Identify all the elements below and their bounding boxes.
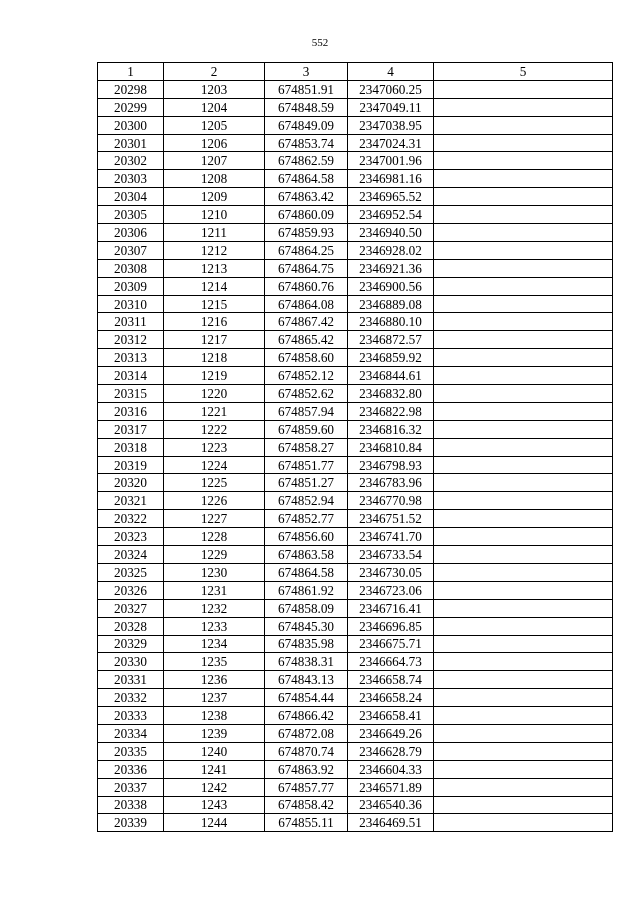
cell-row-number: 20317 — [98, 420, 164, 438]
cell-y-coordinate: 2346741.70 — [348, 528, 434, 546]
cell-y-coordinate: 2346940.50 — [348, 224, 434, 242]
table-row — [98, 742, 613, 760]
cell-note — [434, 188, 613, 206]
cell-x-coordinate: 674863.58 — [265, 546, 348, 564]
coordinates-table — [97, 62, 613, 832]
cell-x-coordinate: 674855.11 — [265, 814, 348, 832]
cell-point-number: 1235 — [164, 653, 265, 671]
cell-note — [434, 331, 613, 349]
cell-note — [434, 224, 613, 242]
cell-y-coordinate: 2346730.05 — [348, 563, 434, 581]
cell-point-number: 1206 — [164, 134, 265, 152]
cell-row-number: 20335 — [98, 742, 164, 760]
cell-point-number: 1203 — [164, 80, 265, 98]
table-row — [98, 116, 613, 134]
table-body — [98, 80, 613, 831]
cell-x-coordinate: 674864.75 — [265, 259, 348, 277]
cell-y-coordinate: 2346628.79 — [348, 742, 434, 760]
cell-y-coordinate: 2346872.57 — [348, 331, 434, 349]
cell-y-coordinate: 2346889.08 — [348, 295, 434, 313]
table-row — [98, 635, 613, 653]
cell-row-number: 20314 — [98, 367, 164, 385]
cell-x-coordinate: 674870.74 — [265, 742, 348, 760]
cell-note — [434, 206, 613, 224]
cell-y-coordinate: 2346664.73 — [348, 653, 434, 671]
cell-y-coordinate: 2346751.52 — [348, 510, 434, 528]
cell-x-coordinate: 674851.77 — [265, 456, 348, 474]
table-row — [98, 80, 613, 98]
cell-x-coordinate: 674849.09 — [265, 116, 348, 134]
cell-y-coordinate: 2346723.06 — [348, 581, 434, 599]
cell-point-number: 1222 — [164, 420, 265, 438]
cell-y-coordinate: 2346540.36 — [348, 796, 434, 814]
cell-x-coordinate: 674859.60 — [265, 420, 348, 438]
cell-note — [434, 724, 613, 742]
table-row — [98, 689, 613, 707]
cell-y-coordinate: 2346810.84 — [348, 438, 434, 456]
cell-x-coordinate: 674854.44 — [265, 689, 348, 707]
cell-y-coordinate: 2346675.71 — [348, 635, 434, 653]
cell-row-number: 20331 — [98, 671, 164, 689]
cell-y-coordinate: 2346783.96 — [348, 474, 434, 492]
cell-x-coordinate: 674865.42 — [265, 331, 348, 349]
cell-y-coordinate: 2346822.98 — [348, 402, 434, 420]
cell-row-number: 20337 — [98, 778, 164, 796]
cell-y-coordinate: 2346604.33 — [348, 760, 434, 778]
table-row — [98, 331, 613, 349]
cell-point-number: 1237 — [164, 689, 265, 707]
table-row — [98, 420, 613, 438]
table-row — [98, 456, 613, 474]
cell-y-coordinate: 2346844.61 — [348, 367, 434, 385]
cell-x-coordinate: 674858.27 — [265, 438, 348, 456]
cell-row-number: 20316 — [98, 402, 164, 420]
cell-point-number: 1236 — [164, 671, 265, 689]
cell-point-number: 1223 — [164, 438, 265, 456]
cell-row-number: 20311 — [98, 313, 164, 331]
cell-x-coordinate: 674838.31 — [265, 653, 348, 671]
cell-x-coordinate: 674872.08 — [265, 724, 348, 742]
cell-x-coordinate: 674863.92 — [265, 760, 348, 778]
cell-row-number: 20326 — [98, 581, 164, 599]
cell-row-number: 20303 — [98, 170, 164, 188]
table-row — [98, 581, 613, 599]
cell-y-coordinate: 2346716.41 — [348, 599, 434, 617]
cell-x-coordinate: 674856.60 — [265, 528, 348, 546]
cell-x-coordinate: 674862.59 — [265, 152, 348, 170]
cell-point-number: 1221 — [164, 402, 265, 420]
cell-note — [434, 689, 613, 707]
cell-x-coordinate: 674864.58 — [265, 563, 348, 581]
cell-x-coordinate: 674852.62 — [265, 385, 348, 403]
cell-point-number: 1240 — [164, 742, 265, 760]
cell-x-coordinate: 674858.60 — [265, 349, 348, 367]
table-row — [98, 814, 613, 832]
cell-row-number: 20329 — [98, 635, 164, 653]
table-row — [98, 492, 613, 510]
table-row — [98, 98, 613, 116]
cell-y-coordinate: 2346798.93 — [348, 456, 434, 474]
table-row — [98, 241, 613, 259]
cell-row-number: 20321 — [98, 492, 164, 510]
cell-x-coordinate: 674848.59 — [265, 98, 348, 116]
cell-row-number: 20332 — [98, 689, 164, 707]
cell-point-number: 1233 — [164, 617, 265, 635]
cell-point-number: 1219 — [164, 367, 265, 385]
table-row — [98, 295, 613, 313]
cell-y-coordinate: 2346880.10 — [348, 313, 434, 331]
table-row — [98, 313, 613, 331]
cell-note — [434, 510, 613, 528]
cell-note — [434, 259, 613, 277]
cell-y-coordinate: 2346658.41 — [348, 707, 434, 725]
cell-row-number: 20298 — [98, 80, 164, 98]
cell-x-coordinate: 674851.27 — [265, 474, 348, 492]
cell-y-coordinate: 2346571.89 — [348, 778, 434, 796]
cell-row-number: 20309 — [98, 277, 164, 295]
column-header-3: 3 — [265, 63, 348, 81]
cell-x-coordinate: 674861.92 — [265, 581, 348, 599]
cell-note — [434, 170, 613, 188]
cell-point-number: 1207 — [164, 152, 265, 170]
cell-note — [434, 492, 613, 510]
cell-row-number: 20324 — [98, 546, 164, 564]
cell-note — [434, 295, 613, 313]
cell-x-coordinate: 674853.74 — [265, 134, 348, 152]
cell-point-number: 1244 — [164, 814, 265, 832]
cell-x-coordinate: 674843.13 — [265, 671, 348, 689]
table-row — [98, 277, 613, 295]
cell-note — [434, 599, 613, 617]
table-row — [98, 724, 613, 742]
cell-point-number: 1212 — [164, 241, 265, 259]
cell-point-number: 1239 — [164, 724, 265, 742]
cell-row-number: 20300 — [98, 116, 164, 134]
cell-y-coordinate: 2346469.51 — [348, 814, 434, 832]
cell-note — [434, 349, 613, 367]
cell-x-coordinate: 674860.09 — [265, 206, 348, 224]
cell-x-coordinate: 674866.42 — [265, 707, 348, 725]
cell-x-coordinate: 674835.98 — [265, 635, 348, 653]
cell-point-number: 1234 — [164, 635, 265, 653]
table-row — [98, 510, 613, 528]
cell-row-number: 20307 — [98, 241, 164, 259]
cell-row-number: 20313 — [98, 349, 164, 367]
cell-y-coordinate: 2346900.56 — [348, 277, 434, 295]
table-row — [98, 707, 613, 725]
table-row — [98, 402, 613, 420]
cell-point-number: 1226 — [164, 492, 265, 510]
cell-note — [434, 116, 613, 134]
cell-note — [434, 635, 613, 653]
cell-x-coordinate: 674863.42 — [265, 188, 348, 206]
cell-x-coordinate: 674852.77 — [265, 510, 348, 528]
cell-point-number: 1208 — [164, 170, 265, 188]
cell-note — [434, 420, 613, 438]
cell-row-number: 20338 — [98, 796, 164, 814]
cell-point-number: 1228 — [164, 528, 265, 546]
cell-note — [434, 367, 613, 385]
table-row — [98, 188, 613, 206]
table-row — [98, 760, 613, 778]
cell-point-number: 1205 — [164, 116, 265, 134]
cell-note — [434, 707, 613, 725]
column-header-2: 2 — [164, 63, 265, 81]
cell-x-coordinate: 674857.77 — [265, 778, 348, 796]
cell-y-coordinate: 2347024.31 — [348, 134, 434, 152]
cell-x-coordinate: 674852.94 — [265, 492, 348, 510]
cell-x-coordinate: 674860.76 — [265, 277, 348, 295]
cell-row-number: 20334 — [98, 724, 164, 742]
cell-row-number: 20325 — [98, 563, 164, 581]
cell-point-number: 1238 — [164, 707, 265, 725]
cell-y-coordinate: 2346816.32 — [348, 420, 434, 438]
cell-y-coordinate: 2347001.96 — [348, 152, 434, 170]
cell-row-number: 20304 — [98, 188, 164, 206]
table-row — [98, 796, 613, 814]
cell-x-coordinate: 674857.94 — [265, 402, 348, 420]
table-row — [98, 152, 613, 170]
table-row — [98, 206, 613, 224]
cell-note — [434, 98, 613, 116]
cell-note — [434, 80, 613, 98]
cell-row-number: 20318 — [98, 438, 164, 456]
table-row — [98, 563, 613, 581]
cell-point-number: 1225 — [164, 474, 265, 492]
cell-note — [434, 474, 613, 492]
cell-x-coordinate: 674867.42 — [265, 313, 348, 331]
table-row — [98, 546, 613, 564]
cell-note — [434, 760, 613, 778]
cell-y-coordinate: 2346770.98 — [348, 492, 434, 510]
cell-y-coordinate: 2346658.74 — [348, 671, 434, 689]
table-row — [98, 438, 613, 456]
cell-note — [434, 581, 613, 599]
table-row — [98, 367, 613, 385]
cell-row-number: 20320 — [98, 474, 164, 492]
column-header-5: 5 — [434, 63, 613, 81]
cell-x-coordinate: 674845.30 — [265, 617, 348, 635]
table-row — [98, 653, 613, 671]
table-row — [98, 170, 613, 188]
table-row — [98, 259, 613, 277]
cell-point-number: 1213 — [164, 259, 265, 277]
cell-x-coordinate: 674864.08 — [265, 295, 348, 313]
column-header-4: 4 — [348, 63, 434, 81]
table-row — [98, 599, 613, 617]
table-row — [98, 474, 613, 492]
cell-row-number: 20299 — [98, 98, 164, 116]
cell-y-coordinate: 2347060.25 — [348, 80, 434, 98]
cell-y-coordinate: 2347049.11 — [348, 98, 434, 116]
cell-note — [434, 742, 613, 760]
cell-row-number: 20308 — [98, 259, 164, 277]
column-header-1: 1 — [98, 63, 164, 81]
cell-x-coordinate: 674851.91 — [265, 80, 348, 98]
cell-row-number: 20302 — [98, 152, 164, 170]
cell-row-number: 20322 — [98, 510, 164, 528]
cell-note — [434, 778, 613, 796]
cell-note — [434, 814, 613, 832]
cell-row-number: 20305 — [98, 206, 164, 224]
cell-x-coordinate: 674858.42 — [265, 796, 348, 814]
cell-note — [434, 563, 613, 581]
cell-row-number: 20339 — [98, 814, 164, 832]
cell-point-number: 1215 — [164, 295, 265, 313]
cell-y-coordinate: 2346658.24 — [348, 689, 434, 707]
cell-y-coordinate: 2346696.85 — [348, 617, 434, 635]
cell-note — [434, 653, 613, 671]
cell-point-number: 1217 — [164, 331, 265, 349]
cell-x-coordinate: 674864.58 — [265, 170, 348, 188]
cell-y-coordinate: 2347038.95 — [348, 116, 434, 134]
cell-note — [434, 402, 613, 420]
cell-row-number: 20336 — [98, 760, 164, 778]
cell-note — [434, 617, 613, 635]
cell-y-coordinate: 2346981.16 — [348, 170, 434, 188]
cell-y-coordinate: 2346649.26 — [348, 724, 434, 742]
cell-row-number: 20306 — [98, 224, 164, 242]
cell-point-number: 1214 — [164, 277, 265, 295]
cell-x-coordinate: 674852.12 — [265, 367, 348, 385]
cell-point-number: 1227 — [164, 510, 265, 528]
cell-row-number: 20327 — [98, 599, 164, 617]
table-row — [98, 385, 613, 403]
cell-note — [434, 671, 613, 689]
table-header-row — [98, 63, 613, 81]
cell-y-coordinate: 2346928.02 — [348, 241, 434, 259]
cell-point-number: 1241 — [164, 760, 265, 778]
page-number: 552 — [311, 37, 329, 49]
cell-y-coordinate: 2346952.54 — [348, 206, 434, 224]
cell-x-coordinate: 674864.25 — [265, 241, 348, 259]
cell-note — [434, 313, 613, 331]
cell-y-coordinate: 2346832.80 — [348, 385, 434, 403]
cell-note — [434, 277, 613, 295]
cell-point-number: 1210 — [164, 206, 265, 224]
cell-point-number: 1243 — [164, 796, 265, 814]
cell-y-coordinate: 2346921.36 — [348, 259, 434, 277]
cell-note — [434, 385, 613, 403]
table-row — [98, 617, 613, 635]
cell-point-number: 1242 — [164, 778, 265, 796]
cell-note — [434, 546, 613, 564]
cell-row-number: 20301 — [98, 134, 164, 152]
cell-point-number: 1229 — [164, 546, 265, 564]
cell-point-number: 1216 — [164, 313, 265, 331]
cell-point-number: 1231 — [164, 581, 265, 599]
cell-row-number: 20312 — [98, 331, 164, 349]
cell-row-number: 20333 — [98, 707, 164, 725]
cell-y-coordinate: 2346859.92 — [348, 349, 434, 367]
cell-note — [434, 438, 613, 456]
cell-x-coordinate: 674859.93 — [265, 224, 348, 242]
cell-point-number: 1220 — [164, 385, 265, 403]
cell-row-number: 20330 — [98, 653, 164, 671]
cell-point-number: 1224 — [164, 456, 265, 474]
table-row — [98, 349, 613, 367]
cell-note — [434, 528, 613, 546]
table-row — [98, 671, 613, 689]
table-row — [98, 528, 613, 546]
table-row — [98, 134, 613, 152]
cell-point-number: 1211 — [164, 224, 265, 242]
table-row — [98, 778, 613, 796]
cell-row-number: 20323 — [98, 528, 164, 546]
cell-point-number: 1209 — [164, 188, 265, 206]
cell-row-number: 20310 — [98, 295, 164, 313]
cell-y-coordinate: 2346733.54 — [348, 546, 434, 564]
cell-note — [434, 134, 613, 152]
cell-note — [434, 796, 613, 814]
cell-note — [434, 456, 613, 474]
cell-note — [434, 241, 613, 259]
cell-point-number: 1218 — [164, 349, 265, 367]
cell-x-coordinate: 674858.09 — [265, 599, 348, 617]
cell-row-number: 20328 — [98, 617, 164, 635]
cell-row-number: 20319 — [98, 456, 164, 474]
cell-point-number: 1232 — [164, 599, 265, 617]
cell-point-number: 1230 — [164, 563, 265, 581]
cell-point-number: 1204 — [164, 98, 265, 116]
cell-row-number: 20315 — [98, 385, 164, 403]
table-row — [98, 224, 613, 242]
cell-y-coordinate: 2346965.52 — [348, 188, 434, 206]
cell-note — [434, 152, 613, 170]
